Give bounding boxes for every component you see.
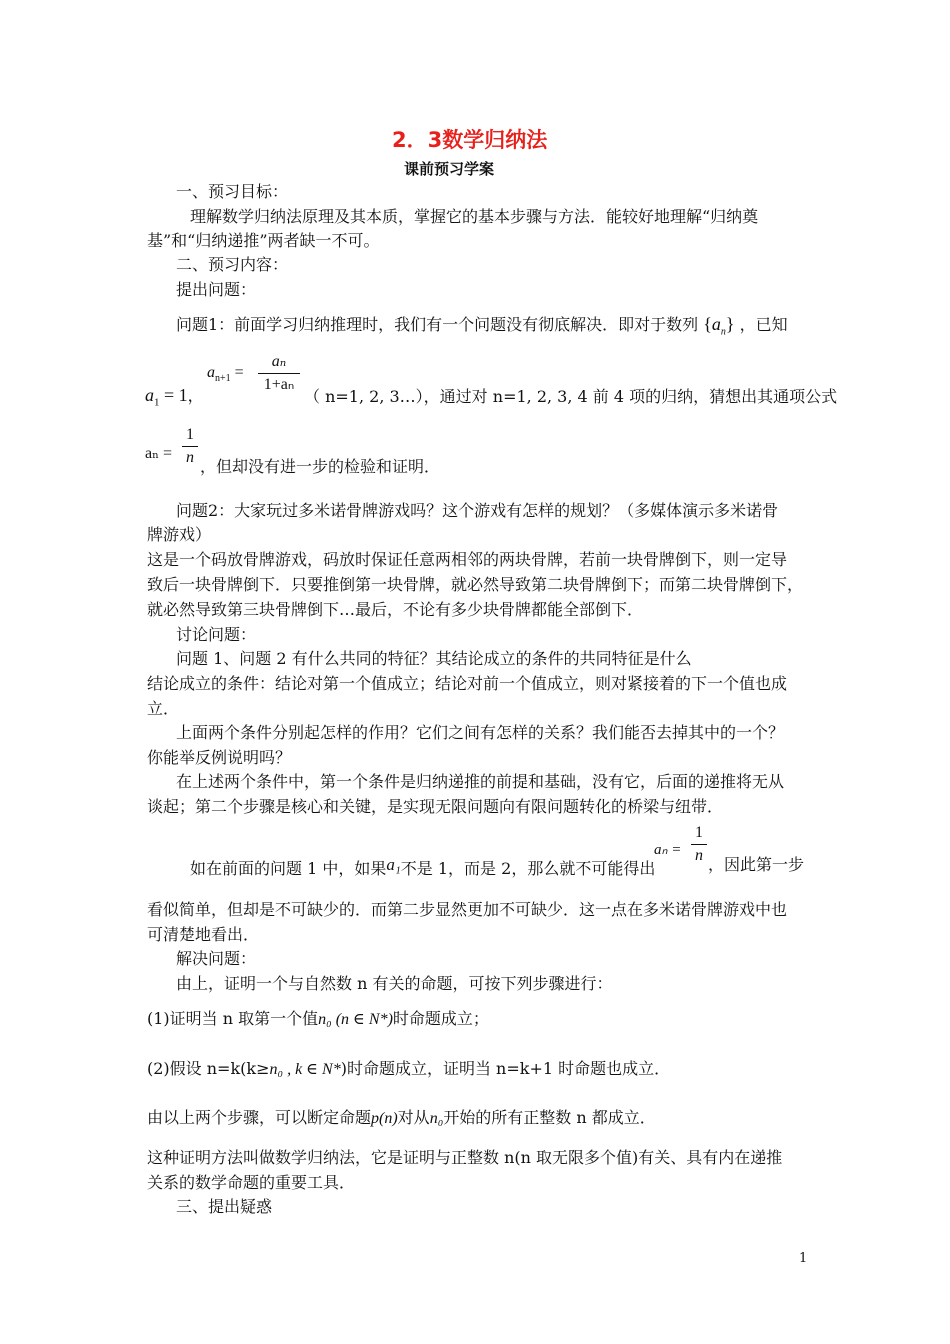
- example-line-end: ，因此第一步: [708, 855, 805, 874]
- conditions-line1: 结论成立的条件：结论对第一个值成立；结论对前一个值成立，则对紧接着的下一个值也成: [147, 674, 788, 693]
- a1-formula: $a_1 = 1$，: [145, 385, 204, 409]
- example-an-lhs: aₙ =: [654, 842, 682, 858]
- section3-heading: 三、提出疑惑: [176, 1197, 273, 1216]
- conditions-line2: 立．: [147, 699, 180, 718]
- section1-body-line2: 基”和“归纳递推”两者缺一不可。: [147, 231, 380, 250]
- recurrence-lhs: $a_{n+1}$ =: [207, 364, 244, 385]
- example-fraction: 1 n: [691, 823, 707, 866]
- recurrence-fraction: aₙ 1+aₙ: [258, 352, 300, 395]
- definition-line1: 这种证明方法叫做数学归纳法，它是证明与正整数 n(n 取无限多个值)有关、具有内在递推: [147, 1148, 783, 1167]
- page-title: 2．3数学归纳法: [392, 128, 548, 152]
- page-subtitle: 课前预习学案: [404, 160, 495, 178]
- conclusion-line: 由以上两个步骤，可以断定命题p(n)对从n₀开始的所有正整数 n 都成立．: [147, 1108, 656, 1127]
- section2-heading: 二、预习内容：: [176, 255, 289, 274]
- procedure-intro: 由上，证明一个与自然数 n 有关的命题，可按下列步骤进行：: [176, 974, 613, 993]
- roles-question-line1: 上面两个条件分别起怎样的作用？它们之间有怎样的关系？我们能否去掉其中的一个？: [176, 723, 785, 742]
- raise-question-label: 提出问题：: [176, 280, 257, 299]
- section1-heading: 一、预习目标：: [176, 182, 289, 201]
- general-term-lhs: aₙ =: [145, 445, 173, 462]
- general-term-fraction: 1 n: [182, 425, 198, 468]
- roles-question-line2: 你能举反例说明吗？: [147, 748, 292, 767]
- page-number: 1: [799, 1251, 808, 1266]
- section1-body-line1: 理解数学归纳法原理及其本质，掌握它的基本步骤与方法．能较好地理解“归纳奠: [190, 207, 759, 226]
- example-line: 如在前面的问题 1 中，如果a₁不是 1，而是 2，那么就不可能得出: [190, 855, 656, 878]
- question1-line1: [176, 312, 788, 345]
- discuss-label: 讨论问题：: [176, 625, 257, 644]
- question2-line2: 牌游戏）: [147, 525, 212, 544]
- question1-line3: ，但却没有进一步的检验和证明．: [200, 457, 441, 476]
- definition-line2: 关系的数学命题的重要工具．: [147, 1173, 356, 1192]
- question2-line1: 问题2：大家玩过多米诺骨牌游戏吗？这个游戏有怎样的规划？（多媒体演示多米诺骨: [176, 501, 779, 520]
- step1: (1)证明当 n 取第一个值n₀ (n ∈ N*)时命题成立；: [147, 1009, 489, 1028]
- example-conclusion-line1: 看似简单，但却是不可缺少的．而第二步显然更加不可缺少．这一点在多米诺骨牌游戏中也: [147, 900, 788, 919]
- domino-paragraph-line2: 致后一块骨牌倒下．只要推倒第一块骨牌，就必然导致第二块骨牌倒下；而第二块骨牌倒下，: [147, 575, 804, 594]
- analysis-line2: 谈起；第二个步骤是核心和关键，是实现无限问题向有限问题转化的桥梁与纽带．: [147, 797, 724, 816]
- sequence-set: $\{a_n\}$: [703, 314, 735, 338]
- domino-paragraph-line1: 这是一个码放骨牌游戏，码放时保证任意两相邻的两块骨牌，若前一块骨牌倒下，则一定导: [147, 550, 788, 569]
- step2: (2)假设 n=k(k≥n₀ , k ∈ N*)时命题成立，证明当 n=k+1 时命题也成立．: [147, 1059, 671, 1078]
- discuss-question: 问题 1、问题 2 有什么共同的特征？其结论成立的条件的共同特征是什么: [176, 649, 692, 668]
- solve-label: 解决问题：: [176, 949, 257, 968]
- question1-line1-end: ，已知: [739, 315, 788, 334]
- example-conclusion-line2: 可清楚地看出．: [147, 925, 260, 944]
- question1-text: 问题1：前面学习归纳推理时，我们有一个问题没有彻底解决．即对于数列: [176, 315, 699, 334]
- domino-paragraph-line3: 就必然导致第三块骨牌倒下…最后，不论有多少块骨牌都能全部倒下．: [147, 600, 644, 619]
- analysis-line1: 在上述两个条件中，第一个条件是归纳递推的前提和基础，没有它，后面的递推将无从: [176, 772, 785, 791]
- question1-line2: （ n=1, 2, 3…），通过对 n=1, 2, 3, 4 前 4 项的归纳，猜想出其通项公式: [304, 387, 838, 406]
